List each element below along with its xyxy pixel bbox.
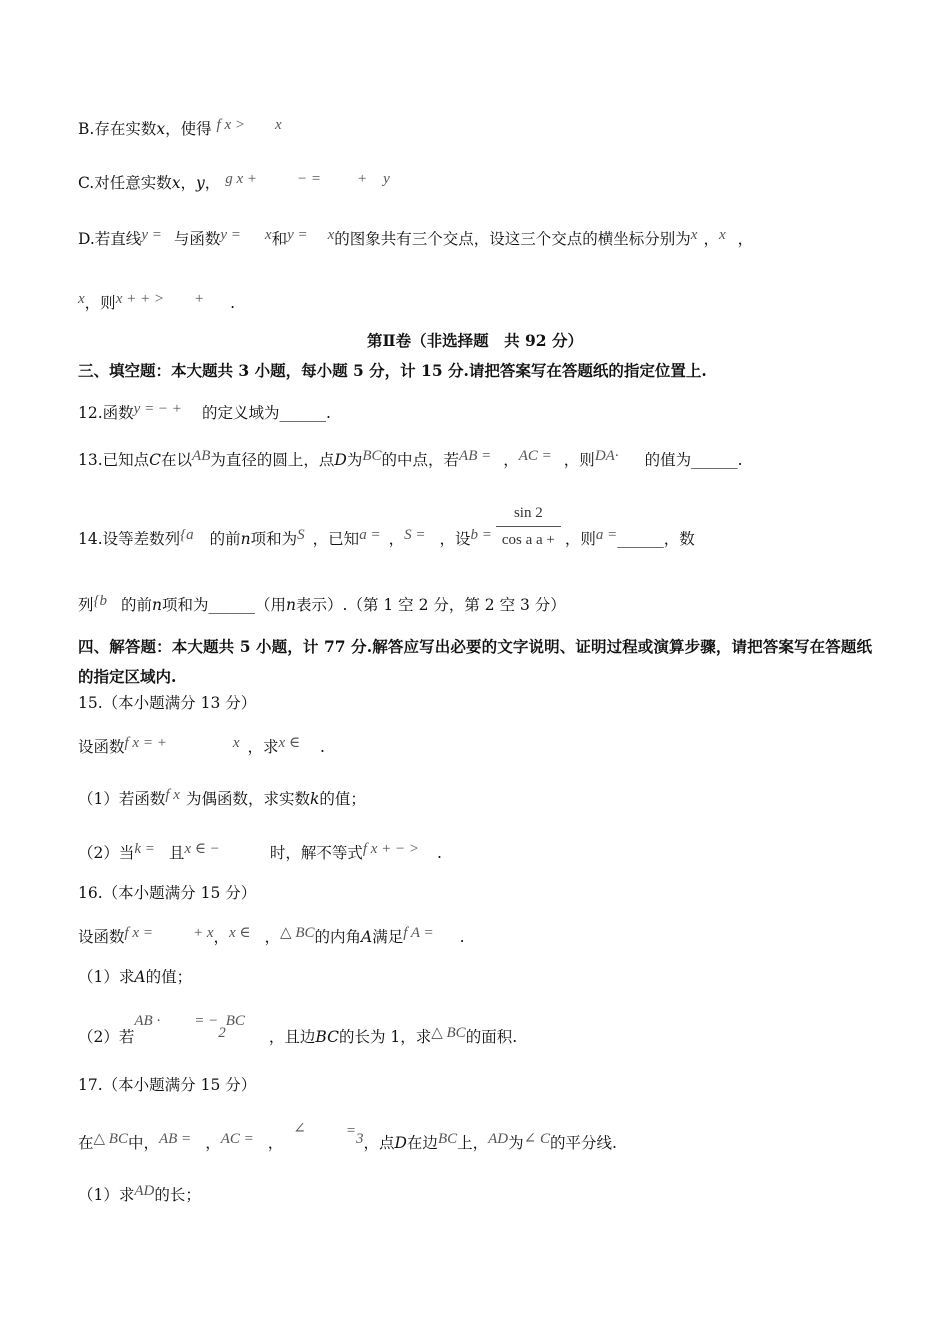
- math-expr: x: [274, 117, 282, 133]
- math-expr: S =: [404, 527, 426, 543]
- question-15-part-2: [78, 842, 872, 864]
- text: 的内角: [314, 928, 362, 946]
- text: （2）当: [78, 844, 135, 862]
- text: ，: [737, 230, 754, 248]
- section-3-title: 三、填空题：本大题共 3 小题，每小题 5 分，计 15 分.请把答案写在答题纸的指定位置上.: [78, 361, 707, 380]
- text: ，: [204, 174, 221, 192]
- math-expr: DA·: [594, 448, 619, 464]
- text: 项和为______（用: [162, 596, 287, 614]
- text: ，: [264, 928, 281, 946]
- math-expr: AB: [192, 448, 211, 464]
- text: 的图象共有三个交点，设这三个交点的横坐标分别为: [334, 230, 691, 248]
- var: C: [149, 451, 162, 469]
- question-17-part-1: [78, 1184, 872, 1206]
- math-expr: x: [232, 735, 240, 751]
- question-16-part-1: [78, 966, 872, 988]
- math-expr: x ∈: [229, 925, 251, 941]
- math-expr: BC: [362, 448, 382, 464]
- text: 在边: [406, 1134, 438, 1152]
- text: 的前: [121, 596, 153, 614]
- math-expr: y =: [141, 227, 162, 243]
- math-expr: +: [357, 171, 368, 187]
- fraction-numerator: sin 2: [496, 502, 561, 527]
- question-16-part-2: [78, 1013, 872, 1048]
- math-expr: S: [297, 527, 305, 543]
- math-expr: b =: [470, 527, 492, 543]
- math-expr: AC =: [518, 448, 552, 464]
- question-12: [78, 402, 872, 424]
- question-17-head: 17.（本小题满分 15 分）: [78, 1076, 257, 1094]
- option-d-continued: [78, 292, 872, 314]
- math-expr: AB =: [459, 448, 492, 464]
- math-expr: f x >: [216, 117, 245, 133]
- math-expr: △ BC: [280, 925, 315, 941]
- text: 的值为______.: [644, 451, 743, 469]
- question-16-stem: [78, 926, 872, 948]
- text: ，: [180, 174, 197, 192]
- question-13: [78, 449, 872, 471]
- var-x: x: [156, 120, 166, 138]
- question-15-head: 15.（本小题满分 13 分）: [78, 694, 257, 712]
- var: n: [240, 530, 251, 548]
- option-c: [78, 172, 872, 194]
- text: 的值；: [319, 790, 366, 808]
- text: （1）求: [78, 968, 135, 986]
- text: 为: [508, 1134, 524, 1152]
- text: ，则: [564, 530, 596, 548]
- text: ，: [388, 530, 405, 548]
- math-expr: =: [345, 1123, 356, 1139]
- math-expr: {b: [93, 593, 108, 609]
- text: ，点: [363, 1134, 395, 1152]
- text: ，: [703, 230, 719, 248]
- text: 的前: [209, 530, 241, 548]
- option-b-label: B.存在实数: [78, 120, 157, 138]
- math-expr: △ BC: [431, 1025, 466, 1041]
- text: 中，: [127, 1134, 159, 1152]
- math-expr: △ BC: [93, 1131, 128, 1147]
- text: 为直径的圆上，点: [210, 451, 335, 469]
- math-expr: y = − +: [133, 401, 182, 417]
- text: 项和为: [250, 530, 298, 548]
- math-expr: − =: [297, 171, 322, 187]
- text: 在: [78, 1134, 94, 1152]
- math-expr: 3: [355, 1131, 364, 1147]
- math-expr: BC: [437, 1131, 458, 1147]
- question-15-part-1: [78, 788, 872, 810]
- text: 的定义域为______.: [201, 404, 331, 422]
- text: 和: [271, 230, 288, 248]
- text: 的长；: [154, 1186, 201, 1204]
- var: D: [394, 1134, 407, 1152]
- math-expr: f x =: [124, 925, 153, 941]
- var: A: [361, 928, 373, 946]
- text: 的中点，若: [381, 451, 460, 469]
- var: n: [152, 596, 163, 614]
- option-c-label: C.对任意实数: [78, 174, 172, 192]
- text: ，使得: [165, 120, 212, 138]
- text: ，且边: [268, 1028, 316, 1046]
- var-x: x: [171, 174, 181, 192]
- math-expr: x ∈: [278, 735, 301, 751]
- math-expr: y =: [287, 227, 308, 243]
- text: 与函数: [173, 230, 221, 248]
- math-expr: AD: [134, 1183, 155, 1199]
- text: ，求: [247, 738, 279, 756]
- text: .: [320, 738, 325, 756]
- question-16-head: 16.（本小题满分 15 分）: [78, 884, 257, 902]
- text: 在以: [161, 451, 193, 469]
- math-expr: ∠ C: [523, 1131, 550, 1147]
- option-b: [78, 118, 872, 140]
- math-expr: {a: [180, 527, 194, 543]
- text: （1）若函数: [78, 790, 166, 808]
- math-expr: f x: [165, 787, 180, 803]
- text: 列: [78, 596, 94, 614]
- math-expr: f x = +: [124, 735, 167, 751]
- math-expr: k =: [134, 841, 155, 857]
- math-expr: x: [718, 227, 726, 243]
- text: ，: [213, 928, 230, 946]
- math-expr: x ∈ −: [184, 841, 220, 857]
- math-expr: x + + >: [115, 291, 164, 307]
- question-number: 13.已知点: [78, 451, 150, 469]
- option-d: [78, 228, 872, 250]
- text: ______，数: [617, 530, 695, 548]
- text: .: [230, 294, 236, 312]
- math-expr: AC =: [220, 1131, 254, 1147]
- text: 的面积.: [465, 1028, 518, 1046]
- text: .: [459, 928, 465, 946]
- text: 为偶函数，求实数: [185, 790, 310, 808]
- math-expr: + x: [192, 925, 214, 941]
- math-expr: ∠: [293, 1121, 306, 1137]
- question-number: 12.函数: [78, 404, 134, 422]
- text: 上，: [457, 1134, 489, 1152]
- math-expr: +: [193, 291, 205, 307]
- math-expr: x: [78, 291, 85, 307]
- math-expr: BC: [225, 1013, 245, 1029]
- text: 设函数: [78, 738, 125, 756]
- text: 的值；: [145, 968, 193, 986]
- math-expr: g x +: [225, 171, 258, 187]
- text: （1）求: [78, 1186, 135, 1204]
- math-expr: AB =: [158, 1131, 192, 1147]
- var: D: [334, 451, 347, 469]
- var: BC: [315, 1028, 339, 1046]
- math-expr: f x + − >: [362, 841, 420, 857]
- var: k: [309, 790, 320, 808]
- text: ，: [267, 1134, 284, 1152]
- var: n: [286, 596, 297, 614]
- question-number: 14.设等差数列: [78, 530, 181, 548]
- math-expr: = −: [194, 1013, 219, 1029]
- var-y: y: [196, 174, 205, 192]
- option-d-label: D.若直线: [78, 230, 142, 248]
- var: A: [134, 968, 146, 986]
- text: 的长为 1，求: [338, 1028, 432, 1046]
- text: ，: [503, 451, 519, 469]
- text: ，设: [439, 530, 471, 548]
- fraction-denominator: cos a a +: [501, 531, 555, 548]
- fraction: [496, 502, 561, 551]
- question-14: [78, 504, 872, 551]
- text: 时，解不等式: [269, 844, 363, 862]
- math-expr: y =: [220, 227, 241, 243]
- math-expr: x: [264, 227, 272, 243]
- text: ，: [205, 1134, 221, 1152]
- section-2-title: 第Ⅱ卷（非选择题 共 92 分）: [367, 331, 583, 350]
- section-4-title: 四、解答题：本大题共 5 小题，计 77 分.解答应写出必要的文字说明、证明过程或演算步骤，请把答案写在答题纸的指定区域内.: [78, 637, 872, 686]
- math-expr: 2: [218, 1025, 226, 1041]
- math-expr: x: [327, 227, 335, 243]
- text: ，已知: [312, 530, 360, 548]
- math-expr: a =: [359, 527, 381, 543]
- math-expr: a =: [595, 527, 618, 543]
- math-expr: AD: [488, 1131, 509, 1147]
- text: ，则: [563, 451, 595, 469]
- text: 的平分线.: [549, 1134, 617, 1152]
- text: 且: [168, 844, 185, 862]
- text: 表示）.（第 1 空 2 分，第 2 空 3 分）: [296, 596, 566, 614]
- text: ，则: [84, 294, 116, 312]
- text: 满足: [372, 928, 404, 946]
- math-expr: AB ·: [134, 1013, 161, 1029]
- text: 为: [346, 451, 363, 469]
- question-14-continued: [78, 594, 872, 616]
- text: .: [437, 844, 442, 862]
- text: （2）若: [78, 1028, 135, 1046]
- question-17-stem: [78, 1121, 872, 1154]
- math-expr: y: [383, 171, 390, 187]
- question-15-stem: [78, 736, 872, 758]
- math-expr: f A =: [403, 925, 434, 941]
- math-expr: x: [690, 227, 698, 243]
- text: 设函数: [78, 928, 125, 946]
